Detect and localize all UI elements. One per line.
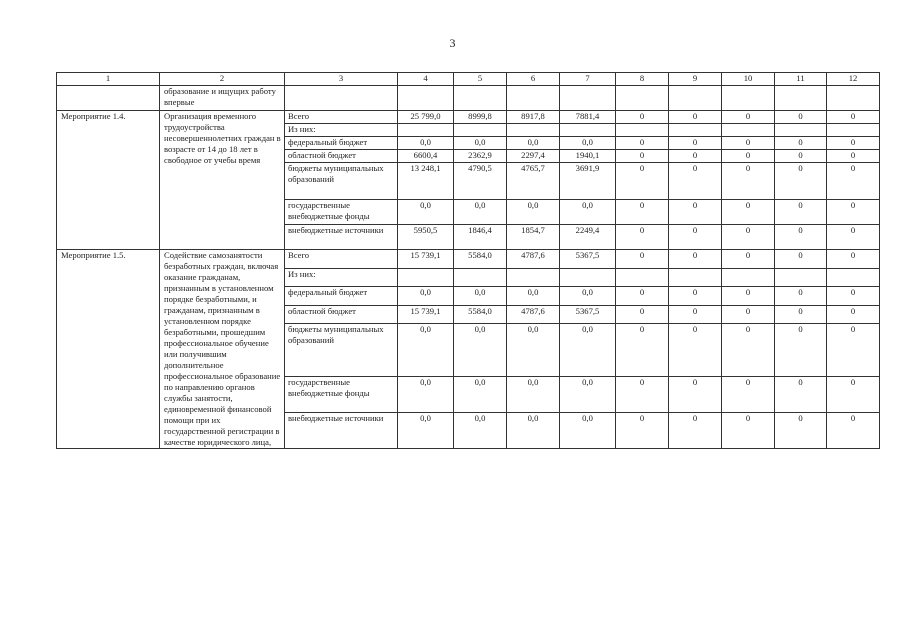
- value-cell: 5584,0: [454, 250, 507, 269]
- value-cell: 0: [827, 377, 880, 413]
- column-header: 11: [775, 73, 827, 86]
- value-cell: 0: [827, 413, 880, 449]
- value-cell: 0,0: [507, 413, 560, 449]
- measure-description: Содействие самозанятости безработных граждан, включая оказание гражданам, признанным в установленном порядке безработными, и гражданам, признанным в установленном порядке безработными, прошедшим профессиональное обучение или получившим дополнительное профессиональное образование по направлению органов службы занятости, единовременной финансовой помощи при их государственной регистрации в качестве юридического лица,: [160, 250, 285, 449]
- page-number: 3: [449, 36, 456, 50]
- value-cell: 0: [827, 137, 880, 150]
- value-cell: 0,0: [398, 287, 454, 306]
- value-cell: 0: [616, 287, 669, 306]
- value-cell: 0: [775, 200, 827, 225]
- value-cell: 0,0: [507, 137, 560, 150]
- value-cell: 2297,4: [507, 150, 560, 163]
- value-cell: 0: [616, 250, 669, 269]
- table-cell: [669, 86, 722, 111]
- column-header: 1: [57, 73, 160, 86]
- value-cell: 0: [669, 377, 722, 413]
- funding-source: Всего: [285, 250, 398, 269]
- value-cell: 0,0: [560, 137, 616, 150]
- value-cell: 0: [722, 200, 775, 225]
- column-header: 3: [285, 73, 398, 86]
- measure-id: Мероприятие 1.4.: [57, 111, 160, 250]
- value-cell: 0: [616, 200, 669, 225]
- value-cell: 0: [669, 200, 722, 225]
- table-row: [57, 250, 880, 269]
- value-cell: 0: [775, 377, 827, 413]
- value-cell: 0: [669, 163, 722, 200]
- column-header: 10: [722, 73, 775, 86]
- value-cell: 0,0: [454, 200, 507, 225]
- value-cell: 0: [616, 225, 669, 250]
- funding-source: Всего: [285, 111, 398, 124]
- value-cell: 0: [722, 377, 775, 413]
- value-cell: 0: [827, 200, 880, 225]
- value-cell: [507, 124, 560, 137]
- continued-text: образование и ищущих работу впервые: [160, 86, 285, 111]
- value-cell: 0: [722, 287, 775, 306]
- column-header: 12: [827, 73, 880, 86]
- value-cell: 0: [827, 324, 880, 377]
- value-cell: 4765,7: [507, 163, 560, 200]
- value-cell: 0: [827, 163, 880, 200]
- value-cell: 0,0: [560, 200, 616, 225]
- value-cell: 0: [669, 305, 722, 324]
- value-cell: [398, 268, 454, 287]
- value-cell: 0: [722, 150, 775, 163]
- table-cell: [616, 86, 669, 111]
- column-header: 2: [160, 73, 285, 86]
- funding-source: внебюджетные источники: [285, 413, 398, 449]
- value-cell: 7881,4: [560, 111, 616, 124]
- value-cell: 0: [775, 225, 827, 250]
- table-cell: [827, 86, 880, 111]
- column-header: 9: [669, 73, 722, 86]
- value-cell: 0,0: [398, 200, 454, 225]
- value-cell: [398, 124, 454, 137]
- value-cell: 4787,6: [507, 250, 560, 269]
- value-cell: 6600,4: [398, 150, 454, 163]
- value-cell: [454, 268, 507, 287]
- value-cell: 0,0: [560, 287, 616, 306]
- funding-source: областной бюджет: [285, 150, 398, 163]
- value-cell: 5367,5: [560, 250, 616, 269]
- value-cell: 0: [827, 305, 880, 324]
- value-cell: 5367,5: [560, 305, 616, 324]
- value-cell: 0,0: [398, 324, 454, 377]
- funding-source: федеральный бюджет: [285, 137, 398, 150]
- table-row: [57, 111, 880, 124]
- value-cell: [775, 268, 827, 287]
- value-cell: 0: [722, 163, 775, 200]
- value-cell: 0,0: [507, 324, 560, 377]
- value-cell: 0: [775, 287, 827, 306]
- value-cell: [454, 124, 507, 137]
- measure-id: Мероприятие 1.5.: [57, 250, 160, 449]
- value-cell: 0,0: [398, 377, 454, 413]
- value-cell: 25 799,0: [398, 111, 454, 124]
- value-cell: 0: [722, 137, 775, 150]
- funding-source: внебюджетные источники: [285, 225, 398, 250]
- table-row: [57, 86, 880, 111]
- value-cell: 0: [722, 324, 775, 377]
- budget-table: [56, 72, 880, 449]
- value-cell: 0: [616, 111, 669, 124]
- funding-source: Из них:: [285, 124, 398, 137]
- value-cell: 0: [722, 111, 775, 124]
- table-cell: [507, 86, 560, 111]
- value-cell: 15 739,1: [398, 250, 454, 269]
- value-cell: [560, 124, 616, 137]
- funding-source: государственные внебюджетные фонды: [285, 200, 398, 225]
- value-cell: 4790,5: [454, 163, 507, 200]
- table-cell: [285, 86, 398, 111]
- value-cell: 0: [775, 324, 827, 377]
- value-cell: 5584,0: [454, 305, 507, 324]
- value-cell: 0,0: [454, 137, 507, 150]
- value-cell: 0: [827, 225, 880, 250]
- value-cell: 0: [722, 250, 775, 269]
- value-cell: 0: [722, 305, 775, 324]
- funding-source: бюджеты муниципальных образований: [285, 163, 398, 200]
- funding-source: федеральный бюджет: [285, 287, 398, 306]
- value-cell: 0: [616, 305, 669, 324]
- value-cell: 0,0: [454, 287, 507, 306]
- value-cell: 8999,8: [454, 111, 507, 124]
- value-cell: 0: [775, 250, 827, 269]
- value-cell: 0,0: [454, 324, 507, 377]
- value-cell: [827, 268, 880, 287]
- header-row: [57, 73, 880, 86]
- value-cell: [775, 124, 827, 137]
- value-cell: 0: [616, 150, 669, 163]
- value-cell: 0: [827, 150, 880, 163]
- value-cell: 0,0: [560, 413, 616, 449]
- value-cell: 0,0: [507, 200, 560, 225]
- funding-source: Из них:: [285, 268, 398, 287]
- value-cell: 0: [669, 137, 722, 150]
- value-cell: 0: [669, 250, 722, 269]
- table-cell: [454, 86, 507, 111]
- value-cell: [827, 124, 880, 137]
- value-cell: 0: [775, 163, 827, 200]
- value-cell: 0: [722, 225, 775, 250]
- funding-source: областной бюджет: [285, 305, 398, 324]
- measure-description: Организация временного трудоустройства несовершеннолетних граждан в возрасте от 14 до 18 лет в свободное от учебы время: [160, 111, 285, 250]
- table-cell: [722, 86, 775, 111]
- value-cell: [722, 268, 775, 287]
- table-cell: [560, 86, 616, 111]
- value-cell: 0: [616, 324, 669, 377]
- table-cell: [775, 86, 827, 111]
- value-cell: 0: [827, 287, 880, 306]
- value-cell: [616, 124, 669, 137]
- value-cell: 0,0: [454, 413, 507, 449]
- value-cell: 0: [616, 377, 669, 413]
- value-cell: [616, 268, 669, 287]
- value-cell: 0: [775, 137, 827, 150]
- value-cell: 3691,9: [560, 163, 616, 200]
- value-cell: 2249,4: [560, 225, 616, 250]
- value-cell: 0: [669, 111, 722, 124]
- value-cell: 0,0: [560, 377, 616, 413]
- column-header: 5: [454, 73, 507, 86]
- value-cell: [669, 268, 722, 287]
- value-cell: [560, 268, 616, 287]
- value-cell: 0,0: [507, 377, 560, 413]
- value-cell: 0: [616, 163, 669, 200]
- value-cell: 0: [669, 150, 722, 163]
- value-cell: 0: [669, 413, 722, 449]
- table-cell: [57, 86, 160, 111]
- value-cell: [669, 124, 722, 137]
- value-cell: 1846,4: [454, 225, 507, 250]
- value-cell: 0,0: [507, 287, 560, 306]
- column-header: 8: [616, 73, 669, 86]
- value-cell: 0: [669, 225, 722, 250]
- value-cell: 0: [775, 413, 827, 449]
- value-cell: 0,0: [398, 137, 454, 150]
- table-cell: [398, 86, 454, 111]
- funding-source: государственные внебюджетные фонды: [285, 377, 398, 413]
- column-header: 7: [560, 73, 616, 86]
- value-cell: 0: [827, 111, 880, 124]
- value-cell: 13 248,1: [398, 163, 454, 200]
- value-cell: 5950,5: [398, 225, 454, 250]
- value-cell: 0: [722, 413, 775, 449]
- value-cell: 0,0: [560, 324, 616, 377]
- value-cell: 0: [775, 305, 827, 324]
- value-cell: 4787,6: [507, 305, 560, 324]
- value-cell: 0: [669, 324, 722, 377]
- value-cell: 0: [827, 250, 880, 269]
- value-cell: [722, 124, 775, 137]
- column-header: 6: [507, 73, 560, 86]
- value-cell: 1854,7: [507, 225, 560, 250]
- column-header: 4: [398, 73, 454, 86]
- value-cell: 0,0: [454, 377, 507, 413]
- funding-source: бюджеты муниципальных образований: [285, 324, 398, 377]
- value-cell: 2362,9: [454, 150, 507, 163]
- value-cell: [507, 268, 560, 287]
- value-cell: 0,0: [398, 413, 454, 449]
- value-cell: 15 739,1: [398, 305, 454, 324]
- value-cell: 0: [669, 287, 722, 306]
- value-cell: 0: [616, 137, 669, 150]
- value-cell: 1940,1: [560, 150, 616, 163]
- value-cell: 0: [775, 150, 827, 163]
- value-cell: 8917,8: [507, 111, 560, 124]
- value-cell: 0: [775, 111, 827, 124]
- value-cell: 0: [616, 413, 669, 449]
